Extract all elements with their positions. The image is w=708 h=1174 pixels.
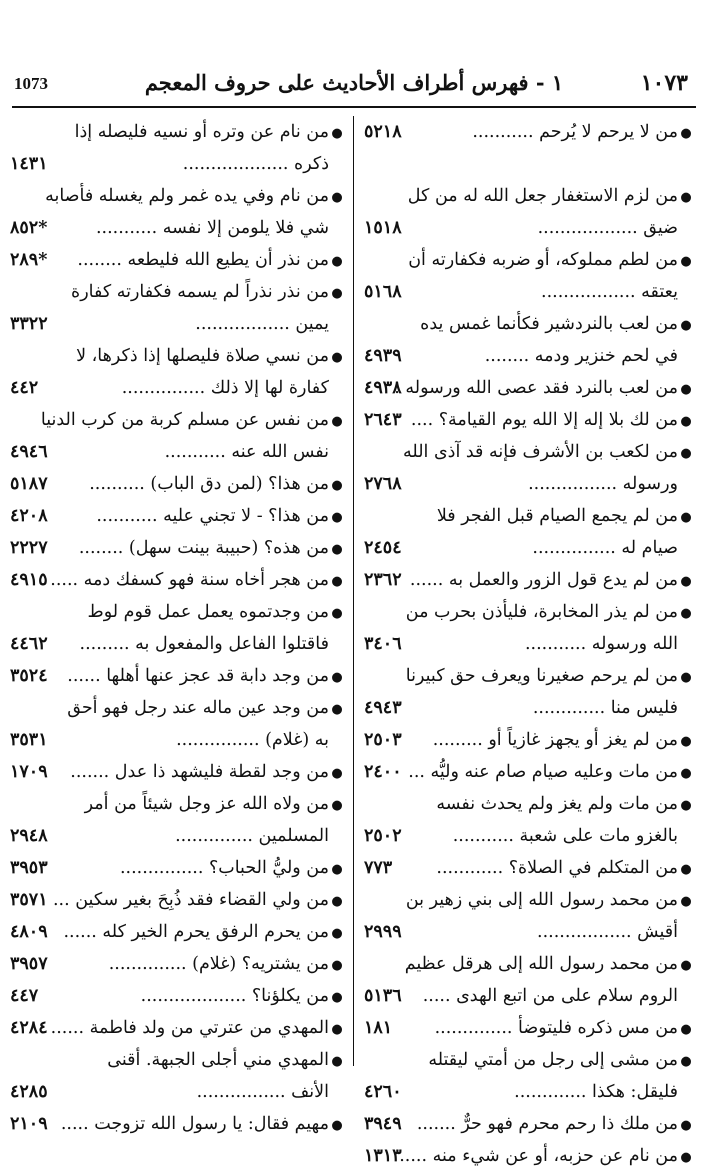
hadith-number: ٨٥٢*: [10, 218, 48, 238]
hadith-number: ٤٤٢: [10, 378, 39, 398]
entry-line: [10, 980, 345, 1012]
index-entry: [364, 1140, 694, 1172]
index-entry: [10, 276, 345, 340]
hadith-number: ١٧٠٩: [10, 762, 48, 782]
entry-line: [10, 180, 345, 212]
entry-text: فليقل: هكذا .............: [514, 1082, 678, 1102]
hadith-number: ٤٩٣٩: [364, 346, 402, 366]
bullet-icon: ●: [331, 670, 343, 685]
entry-text: كفارة لها إلا ذلك ...............: [121, 378, 329, 398]
hadith-number: ٤٤٧: [10, 986, 39, 1006]
bullet-icon: ●: [680, 606, 692, 621]
hadith-number: ٣٩٥٧: [10, 954, 48, 974]
bullet-icon: ●: [680, 734, 692, 749]
hadith-number: ٤٩١٥: [10, 570, 48, 590]
page-number-latin: 1073: [14, 74, 48, 93]
hadith-number: ٤٨٠٩: [10, 922, 48, 942]
entry-text: من مات ولم يغز ولم يحدث نفسه: [436, 794, 678, 814]
entry-text: الأنف ................: [196, 1082, 329, 1102]
index-entry: [10, 244, 345, 276]
entry-line: [10, 852, 345, 884]
index-entry: [364, 660, 694, 724]
entry-text: من يكلؤنا؟ ...................: [140, 986, 329, 1006]
index-entry: [364, 1044, 694, 1108]
entry-line: [364, 852, 694, 884]
entry-text: من لعب بالنرد فقد عصى الله ورسوله .: [394, 378, 678, 398]
bullet-icon: ●: [680, 766, 692, 781]
hadith-number: ٤٢٨٥: [10, 1082, 48, 1102]
entry-line: [364, 180, 694, 212]
entry-line: [364, 1012, 694, 1044]
hadith-number: ٢٨٩*: [10, 250, 48, 270]
entry-text: ورسوله ................: [528, 474, 678, 494]
entry-text: من لزم الاستغفار جعل الله له من كل: [407, 186, 678, 206]
entry-line: [364, 116, 694, 148]
hadith-number: ٢٦٤٣: [364, 410, 402, 430]
entry-text: من لم يذر المخابرة، فليأذن بحرب من: [405, 602, 678, 622]
hadith-number: ٣٣٢٢: [10, 314, 48, 334]
entry-line: [10, 244, 345, 276]
entry-line: [364, 372, 694, 404]
entry-text: من لعب بالنردشير فكأنما غمس يده: [420, 314, 678, 334]
index-entry: [364, 308, 694, 372]
entry-text: من نذر أن يطيع الله فليطعه ........: [77, 250, 329, 270]
entry-line: [364, 1044, 694, 1076]
hadith-number: ٢٢٢٧: [10, 538, 48, 558]
entry-line: [364, 724, 694, 756]
bullet-icon: ●: [680, 798, 692, 813]
entry-line: [10, 404, 345, 436]
entry-text: يعتقه .................: [541, 282, 678, 302]
bullet-icon: ●: [680, 574, 692, 589]
bullet-icon: ●: [331, 862, 343, 877]
bullet-icon: ●: [331, 958, 343, 973]
entry-line: [10, 884, 345, 916]
bullet-icon: ●: [680, 670, 692, 685]
entry-line: [10, 212, 345, 244]
hadith-number: ٥١٦٨: [364, 282, 402, 302]
bullet-icon: ●: [331, 798, 343, 813]
entry-line: [10, 628, 345, 660]
entry-line: [364, 820, 694, 852]
index-entry: [364, 724, 694, 756]
hadith-number: ٤٢٦٠: [364, 1082, 402, 1102]
entry-line: [10, 372, 345, 404]
bullet-icon: ●: [680, 1118, 692, 1133]
entry-text: من مشى إلى رجل من أمتي ليقتله: [428, 1050, 678, 1070]
index-entry: [10, 1012, 345, 1044]
entry-text: من هذا؟ - لا تجني عليه ...........: [96, 506, 329, 526]
hadith-number: ٤٤٦٢: [10, 634, 48, 654]
index-entry: [10, 692, 345, 756]
bullet-icon: ●: [680, 862, 692, 877]
entry-line: [10, 660, 345, 692]
entry-text: من نام عن حزبه، أو عن شيء منه .....: [399, 1146, 678, 1166]
entry-text: من وجد لقطة فليشهد ذا عدل .......: [70, 762, 329, 782]
index-entry: [364, 180, 694, 244]
bullet-icon: ●: [331, 1054, 343, 1069]
hadith-number: ٢٩٩٩: [364, 922, 402, 942]
index-entry: [10, 916, 345, 948]
index-entry: [364, 1012, 694, 1044]
entry-line: [10, 1012, 345, 1044]
entry-text: من نام عن وتره أو نسيه فليصله إذا: [74, 122, 329, 142]
index-column-left: [10, 116, 345, 1140]
hadith-number: ٤٢٠٨: [10, 506, 48, 526]
entry-line: [10, 436, 345, 468]
entry-text: من هذه؟ (حبيبة بينت سهل) ........: [78, 538, 329, 558]
bullet-icon: ●: [331, 286, 343, 301]
bullet-icon: ●: [680, 126, 692, 141]
entry-text: من مات وعليه صيام صام عنه وليُّه ...: [408, 762, 678, 782]
index-entry: [364, 436, 694, 500]
entry-line: [364, 276, 694, 308]
index-entry: [10, 948, 345, 980]
entry-line: [364, 500, 694, 532]
hadith-number: ٢٥٠٢: [364, 826, 402, 846]
entry-text: المهدي مني أجلى الجبهة. أقنى: [107, 1050, 329, 1070]
entry-text: من يشتريه؟ (غلام) ..............: [108, 954, 329, 974]
bullet-icon: ●: [331, 510, 343, 525]
hadith-number: ٢٤٥٤: [364, 538, 402, 558]
entry-text: من محمد رسول الله إلى بني زهير بن: [405, 890, 678, 910]
index-entry: [364, 564, 694, 596]
entry-line: [364, 756, 694, 788]
index-entry: [364, 596, 694, 660]
hadith-number: ٣٩٥٣: [10, 858, 48, 878]
entry-line: [10, 532, 345, 564]
hadith-number: ٣٥٣١: [10, 730, 48, 750]
bullet-icon: ●: [680, 1054, 692, 1069]
entry-line: [10, 596, 345, 628]
hadith-number: ٣٥٧١: [10, 890, 48, 910]
entry-text: من المتكلم في الصلاة؟ ............: [436, 858, 678, 878]
entry-text: من نسي صلاة فليصلها إذا ذكرها، لا: [76, 346, 329, 366]
entry-text: من لم يغز أو يجهز غازياً أو .........: [432, 730, 678, 750]
index-entry: [364, 116, 694, 180]
entry-text: من نذر نذراً لم يسمه فكفارته كفارة: [71, 282, 329, 302]
entry-text: من لم يدع قول الزور والعمل به ......: [409, 570, 678, 590]
entry-line: [364, 340, 694, 372]
entry-line: [364, 884, 694, 916]
index-entry: [364, 884, 694, 948]
bullet-icon: ●: [331, 926, 343, 941]
index-entry: [10, 1108, 345, 1140]
bullet-icon: ●: [680, 254, 692, 269]
hadith-number: ٥١٨٧: [10, 474, 48, 494]
entry-text: من لا يرحم لا يُرحم ...........: [472, 122, 678, 142]
hadith-number: ٢١٠٩: [10, 1114, 48, 1134]
index-entry: [10, 788, 345, 852]
entry-text: من محمد رسول الله إلى هرقل عظيم: [404, 954, 678, 974]
bullet-icon: ●: [331, 350, 343, 365]
hadith-number: ٤٩٣٨: [364, 378, 402, 398]
index-entry: [364, 948, 694, 1012]
entry-line: [10, 500, 345, 532]
hadith-number: ٥١٣٦: [364, 986, 402, 1006]
entry-line: [364, 148, 694, 180]
index-entry: [10, 180, 345, 244]
entry-text: بالغزو مات على شعبة ...........: [452, 826, 678, 846]
page-header: [0, 64, 708, 104]
entry-text: من لكعب بن الأشرف فإنه قد آذى الله: [403, 442, 678, 462]
entry-text: من لم يرحم صغيرنا ويعرف حق كبيرنا: [405, 666, 678, 686]
entry-line: [10, 308, 345, 340]
entry-text: من ولاه الله عز وجل شيئاً من أمر: [84, 794, 329, 814]
entry-line: [10, 692, 345, 724]
entry-text: مهيم فقال: يا رسول الله تزوجت .....: [60, 1114, 329, 1134]
entry-line: [10, 756, 345, 788]
entry-line: [10, 564, 345, 596]
entry-line: [10, 276, 345, 308]
index-entry: [10, 756, 345, 788]
entry-text: من هجر أخاه سنة فهو كسفك دمه .....: [50, 570, 329, 590]
index-entry: [364, 500, 694, 564]
entry-text: من نام وفي يده غمر ولم يغسله فأصابه: [45, 186, 329, 206]
index-entry: [364, 1108, 694, 1140]
entry-line: [364, 244, 694, 276]
entry-text: ذكره ...................: [182, 154, 329, 174]
hadith-number: ٣٩٤٩: [364, 1114, 402, 1134]
hadith-number: ٧٧٣: [364, 858, 393, 878]
hadith-number: ١٣١٣: [364, 1146, 402, 1166]
entry-line: [10, 148, 345, 180]
bullet-icon: ●: [680, 446, 692, 461]
entry-line: [10, 468, 345, 500]
entry-line: [364, 532, 694, 564]
index-entry: [364, 852, 694, 884]
entry-line: [10, 340, 345, 372]
index-entry: [364, 372, 694, 404]
entry-line: [364, 404, 694, 436]
hadith-number: ١٨١: [364, 1018, 393, 1038]
entry-line: [10, 788, 345, 820]
index-entry: [364, 756, 694, 788]
bullet-icon: ●: [680, 510, 692, 525]
entry-text: ضيق ..................: [537, 218, 678, 238]
header-rule: [12, 106, 696, 108]
entry-line: [364, 596, 694, 628]
entry-line: [364, 788, 694, 820]
entry-line: [10, 1044, 345, 1076]
index-entry: [10, 468, 345, 500]
bullet-icon: ●: [331, 126, 343, 141]
index-entry: [10, 980, 345, 1012]
index-entry: [10, 340, 345, 404]
bullet-icon: ●: [331, 606, 343, 621]
index-entry: [10, 660, 345, 692]
hadith-number: ٢٩٤٨: [10, 826, 48, 846]
hadith-number: ٣٥٢٤: [10, 666, 48, 686]
entry-line: [364, 308, 694, 340]
entry-text: في لحم خنزير ودمه ........: [484, 346, 678, 366]
entry-line: [364, 564, 694, 596]
entry-line: [364, 916, 694, 948]
index-entry: [364, 404, 694, 436]
bullet-icon: ●: [331, 894, 343, 909]
hadith-number: ٢٥٠٣: [364, 730, 402, 750]
entry-text: من يحرم الرفق يحرم الخير كله ......: [63, 922, 329, 942]
bullet-icon: ●: [331, 990, 343, 1005]
hadith-number: ٤٩٤٣: [364, 698, 402, 718]
bullet-icon: ●: [680, 1022, 692, 1037]
bullet-icon: ●: [680, 894, 692, 909]
entry-text: من ولي القضاء فقد ذُبِحَ بغير سكين ...: [52, 890, 329, 910]
bullet-icon: ●: [331, 414, 343, 429]
entry-text: من لم يجمع الصيام قبل الفجر فلا: [436, 506, 678, 526]
entry-text: من مس ذكره فليتوضأ ..............: [434, 1018, 678, 1038]
hadith-number: ٣٤٠٦: [364, 634, 402, 654]
bullet-icon: ●: [680, 1150, 692, 1165]
hadith-number: ٥٢١٨: [364, 122, 402, 142]
bullet-icon: ●: [680, 382, 692, 397]
bullet-icon: ●: [331, 1118, 343, 1133]
hadith-number: ١٥١٨: [364, 218, 402, 238]
entry-line: [364, 692, 694, 724]
bullet-icon: ●: [331, 254, 343, 269]
entry-line: [364, 212, 694, 244]
entry-text: من لك بلا إله إلا الله يوم القيامة؟ ....: [410, 410, 678, 430]
entry-line: [364, 468, 694, 500]
bullet-icon: ●: [331, 702, 343, 717]
entry-text: من نفس عن مسلم كربة من كرب الدنيا: [40, 410, 329, 430]
entry-text: من ملك ذا رحم محرم فهو حرٌّ .......: [416, 1114, 678, 1134]
entry-line: [364, 1108, 694, 1140]
bullet-icon: ●: [680, 414, 692, 429]
bullet-icon: ●: [331, 190, 343, 205]
entry-text: من وجد عين ماله عند رجل فهو أحق: [67, 698, 329, 718]
index-entry: [10, 404, 345, 468]
entry-text: من وليُّ الحباب؟ ...............: [119, 858, 329, 878]
index-entry: [364, 244, 694, 308]
entry-line: [364, 628, 694, 660]
entry-line: [364, 660, 694, 692]
bullet-icon: ●: [331, 542, 343, 557]
bullet-icon: ●: [331, 478, 343, 493]
entry-text: من هذا؟ (لمن دق الباب) ..........: [89, 474, 329, 494]
entry-line: [10, 948, 345, 980]
entry-line: [10, 1108, 345, 1140]
bullet-icon: ●: [331, 766, 343, 781]
entry-text: فاقتلوا الفاعل والمفعول به .........: [79, 634, 329, 654]
index-entry: [10, 1044, 345, 1108]
bullet-icon: ●: [331, 574, 343, 589]
entry-text: المسلمين ..............: [175, 826, 329, 846]
entry-line: [10, 820, 345, 852]
hadith-number: ٢٧٦٨: [364, 474, 402, 494]
index-entry: [10, 116, 345, 180]
entry-text: به (غلام) ...............: [176, 730, 329, 750]
entry-text: المهدي من عترتي من ولد فاطمة ......: [50, 1018, 329, 1038]
hadith-number: ٢٤٠٠: [364, 762, 402, 782]
index-entry: [10, 564, 345, 596]
index-entry: [10, 500, 345, 532]
index-entry: [10, 596, 345, 660]
entry-text: من وجدتموه يعمل عمل قوم لوط: [87, 602, 329, 622]
entry-line: [364, 1140, 694, 1172]
entry-line: [10, 724, 345, 756]
entry-text: نفس الله عنه ...........: [164, 442, 329, 462]
column-divider: [353, 116, 354, 1066]
entry-text: فليس منا .............: [532, 698, 678, 718]
page-number-arabic: ١٠٧٣: [640, 70, 688, 96]
entry-text: شي فلا يلومن إلا نفسه ...........: [95, 218, 329, 238]
entry-line: [364, 436, 694, 468]
index-entry: [364, 788, 694, 852]
index-column-right: [364, 116, 694, 1172]
entry-text: من لطم مملوكه، أو ضربه فكفارته أن: [408, 250, 678, 270]
bullet-icon: ●: [680, 190, 692, 205]
hadith-number: ٤٢٨٤: [10, 1018, 48, 1038]
entry-line: [364, 980, 694, 1012]
hadith-number: ١٤٣١: [10, 154, 48, 174]
entry-line: [364, 948, 694, 980]
page-title: ١ - فهرس أطراف الأحاديث على حروف المعجم: [144, 70, 564, 95]
entry-text: يمين .................: [195, 314, 329, 334]
entry-line: [10, 916, 345, 948]
hadith-number: ٤٩٤٦: [10, 442, 48, 462]
bullet-icon: ●: [331, 1022, 343, 1037]
entry-text: صيام له ...............: [532, 538, 678, 558]
index-entry: [10, 884, 345, 916]
entry-text: أقيش .................: [537, 922, 678, 942]
entry-text: الروم سلام على من اتبع الهدى .....: [422, 986, 678, 1006]
entry-text: من وجد دابة قد عجز عنها أهلها ......: [67, 666, 329, 686]
hadith-number: ٢٣٦٢: [364, 570, 402, 590]
bullet-icon: ●: [680, 958, 692, 973]
entry-text: الله ورسوله ...........: [524, 634, 678, 654]
entry-line: [10, 116, 345, 148]
bullet-icon: ●: [680, 318, 692, 333]
index-entry: [10, 852, 345, 884]
index-entry: [10, 532, 345, 564]
